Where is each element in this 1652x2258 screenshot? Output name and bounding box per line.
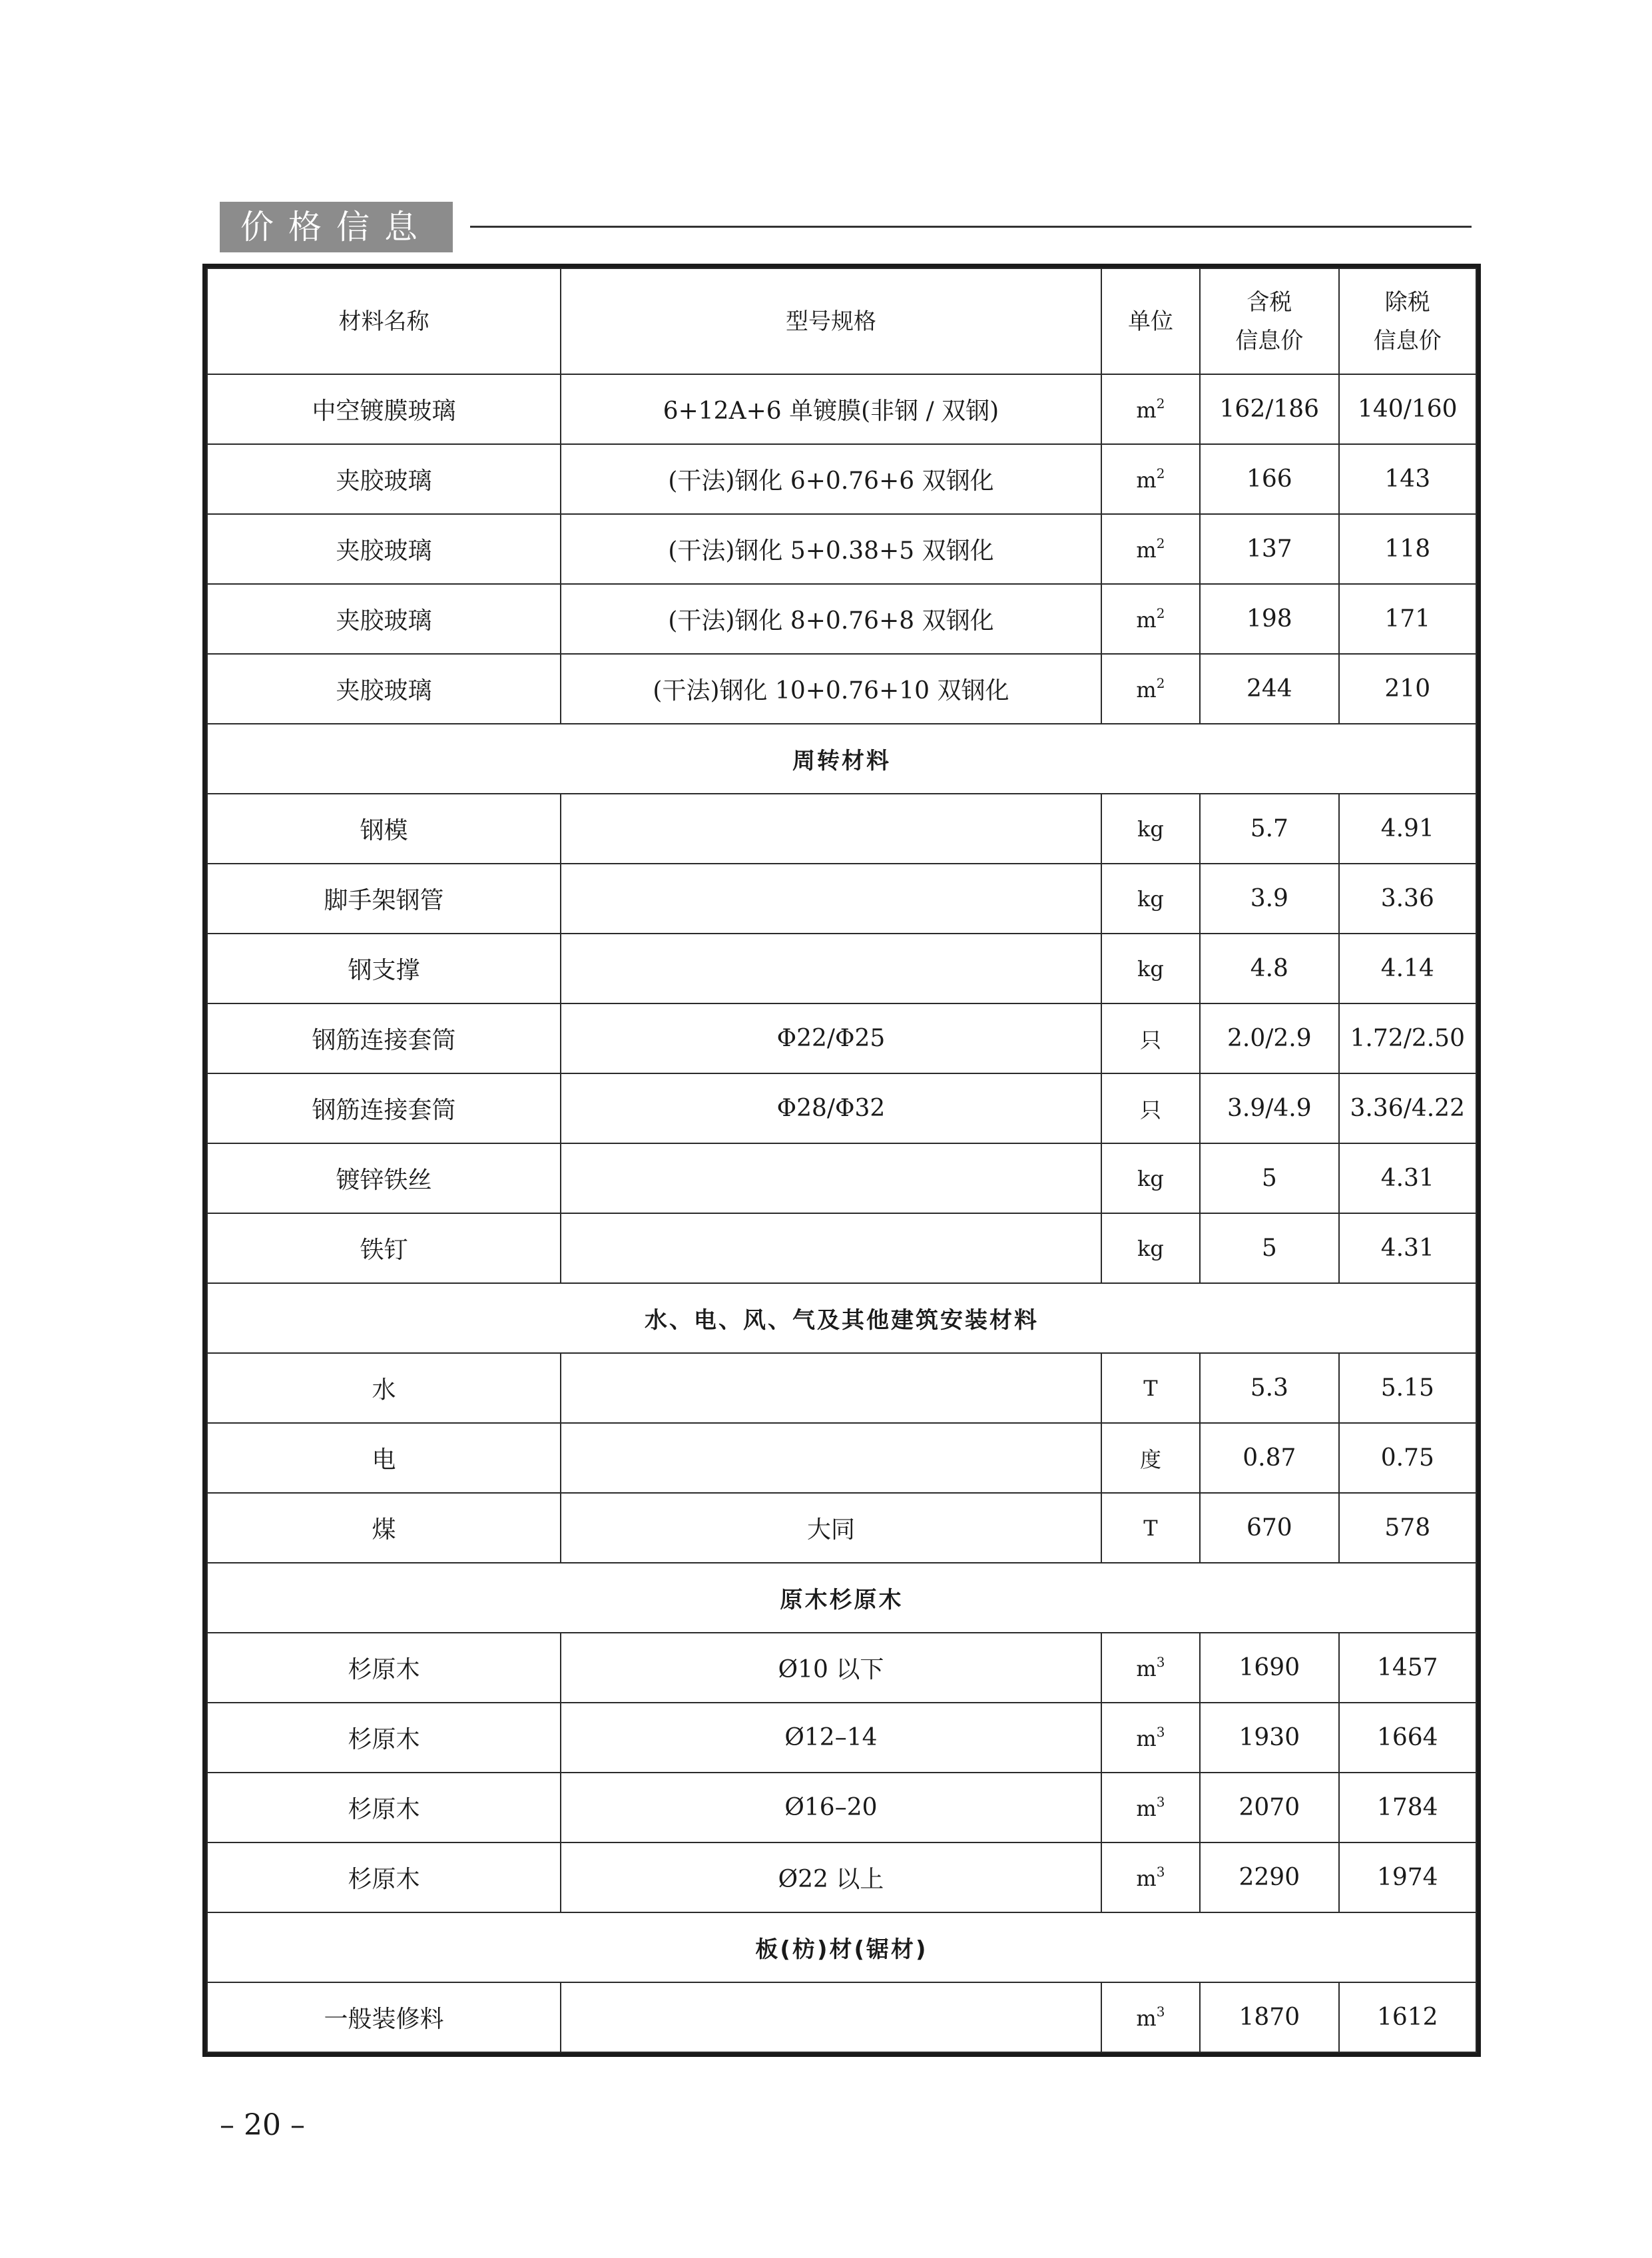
column-header-taxed-line1: 含税 <box>1246 288 1292 316</box>
cell-material-name: 夹胶玻璃 <box>207 584 561 654</box>
unit-text: m <box>1136 398 1157 423</box>
cell-spec: Ø22 以上 <box>561 1842 1101 1912</box>
cell-material-name: 杉原木 <box>207 1773 561 1842</box>
unit-text: T <box>1143 1375 1158 1401</box>
cell-material-name: 水 <box>207 1353 561 1423</box>
cell-material-name: 夹胶玻璃 <box>207 444 561 514</box>
cell-untaxed-price: 1.72/2.50 <box>1339 1003 1476 1073</box>
cell-material-name: 夹胶玻璃 <box>207 514 561 584</box>
column-header-untaxed-price <box>1339 268 1476 374</box>
cell-untaxed-price: 578 <box>1339 1493 1476 1563</box>
cell-untaxed-price: 1612 <box>1339 1982 1476 2052</box>
table-row <box>207 1143 1476 1213</box>
cell-untaxed-price: 4.31 <box>1339 1143 1476 1213</box>
cell-unit <box>1101 934 1200 1003</box>
table-header-row <box>207 268 1476 374</box>
unit-text: m <box>1136 1796 1157 1821</box>
section-title: 原木杉原木 <box>207 1563 1476 1633</box>
table-row <box>207 794 1476 864</box>
column-header-unit: 单位 <box>1101 268 1200 374</box>
cell-untaxed-price: 143 <box>1339 444 1476 514</box>
table-row <box>207 934 1476 1003</box>
cell-untaxed-price: 118 <box>1339 514 1476 584</box>
cell-spec <box>561 1213 1101 1283</box>
column-header-spec: 型号规格 <box>561 268 1101 374</box>
cell-untaxed-price: 210 <box>1339 654 1476 724</box>
cell-material-name: 镀锌铁丝 <box>207 1143 561 1213</box>
cell-spec: 大同 <box>561 1493 1101 1563</box>
section-title: 水、电、风、气及其他建筑安装材料 <box>207 1283 1476 1353</box>
table-row <box>207 444 1476 514</box>
unit-text: m <box>1136 1726 1157 1751</box>
cell-untaxed-price: 4.31 <box>1339 1213 1476 1283</box>
cell-spec <box>561 1353 1101 1423</box>
cell-spec: Ø16–20 <box>561 1773 1101 1842</box>
unit-superscript: 3 <box>1156 1794 1165 1810</box>
cell-material-name: 脚手架钢管 <box>207 864 561 934</box>
unit-superscript: 2 <box>1156 675 1165 691</box>
cell-taxed-price: 166 <box>1200 444 1338 514</box>
table-row <box>207 1493 1476 1563</box>
cell-spec <box>561 864 1101 934</box>
cell-taxed-price: 3.9 <box>1200 864 1338 934</box>
cell-material-name: 杉原木 <box>207 1842 561 1912</box>
cell-taxed-price: 2.0/2.9 <box>1200 1003 1338 1073</box>
cell-spec: Ø12–14 <box>561 1703 1101 1773</box>
section-row <box>207 1563 1476 1633</box>
cell-unit <box>1101 1073 1200 1143</box>
cell-unit <box>1101 584 1200 654</box>
unit-text: m <box>1136 607 1157 633</box>
cell-material-name: 钢模 <box>207 794 561 864</box>
section-row <box>207 1912 1476 1982</box>
section-title: 周转材料 <box>207 724 1476 794</box>
unit-text: 只 <box>1139 1097 1161 1123</box>
cell-taxed-price: 3.9/4.9 <box>1200 1073 1338 1143</box>
unit-superscript: 3 <box>1156 1864 1165 1880</box>
price-table-container <box>202 264 1481 2057</box>
unit-superscript: 2 <box>1156 535 1165 551</box>
cell-untaxed-price: 171 <box>1339 584 1476 654</box>
cell-unit <box>1101 1773 1200 1842</box>
cell-taxed-price: 5 <box>1200 1143 1338 1213</box>
unit-superscript: 3 <box>1156 1724 1165 1740</box>
table-row <box>207 374 1476 444</box>
unit-text: m <box>1136 537 1157 563</box>
page-number: – 20 – <box>220 2108 305 2142</box>
unit-superscript: 2 <box>1156 465 1165 481</box>
table-row <box>207 864 1476 934</box>
cell-material-name: 煤 <box>207 1493 561 1563</box>
cell-unit <box>1101 374 1200 444</box>
cell-taxed-price: 1870 <box>1200 1982 1338 2052</box>
cell-unit <box>1101 1633 1200 1703</box>
cell-spec: (干法)钢化 8+0.76+8 双钢化 <box>561 584 1101 654</box>
cell-unit <box>1101 794 1200 864</box>
cell-unit <box>1101 1143 1200 1213</box>
cell-spec: (干法)钢化 6+0.76+6 双钢化 <box>561 444 1101 514</box>
price-table <box>206 268 1477 2053</box>
unit-text: m <box>1136 1656 1157 1681</box>
cell-taxed-price: 4.8 <box>1200 934 1338 1003</box>
cell-taxed-price: 5.3 <box>1200 1353 1338 1423</box>
cell-material-name: 中空镀膜玻璃 <box>207 374 561 444</box>
cell-spec <box>561 794 1101 864</box>
unit-text: m <box>1136 467 1157 493</box>
unit-text: m <box>1136 1866 1157 1891</box>
cell-unit <box>1101 654 1200 724</box>
cell-spec <box>561 1143 1101 1213</box>
cell-taxed-price: 1930 <box>1200 1703 1338 1773</box>
cell-taxed-price: 670 <box>1200 1493 1338 1563</box>
unit-text: 只 <box>1139 1027 1161 1053</box>
cell-spec: Φ28/Φ32 <box>561 1073 1101 1143</box>
unit-text: T <box>1143 1515 1158 1541</box>
cell-taxed-price: 5 <box>1200 1213 1338 1283</box>
column-header-taxed-price <box>1200 268 1338 374</box>
cell-taxed-price: 5.7 <box>1200 794 1338 864</box>
unit-superscript: 2 <box>1156 396 1165 412</box>
cell-taxed-price: 2290 <box>1200 1842 1338 1912</box>
cell-taxed-price: 198 <box>1200 584 1338 654</box>
table-row <box>207 1633 1476 1703</box>
cell-unit <box>1101 444 1200 514</box>
cell-unit <box>1101 1423 1200 1493</box>
cell-spec <box>561 1982 1101 2052</box>
cell-unit <box>1101 514 1200 584</box>
section-row <box>207 724 1476 794</box>
table-row <box>207 1703 1476 1773</box>
cell-taxed-price: 0.87 <box>1200 1423 1338 1493</box>
cell-spec <box>561 1423 1101 1493</box>
cell-unit <box>1101 1703 1200 1773</box>
cell-unit <box>1101 1213 1200 1283</box>
table-row <box>207 1842 1476 1912</box>
cell-untaxed-price: 4.91 <box>1339 794 1476 864</box>
cell-material-name: 铁钉 <box>207 1213 561 1283</box>
cell-material-name: 一般装修料 <box>207 1982 561 2052</box>
cell-unit <box>1101 1982 1200 2052</box>
cell-untaxed-price: 1457 <box>1339 1633 1476 1703</box>
section-title: 板(枋)材(锯材) <box>207 1912 1476 1982</box>
cell-untaxed-price: 3.36/4.22 <box>1339 1073 1476 1143</box>
column-header-name: 材料名称 <box>207 268 561 374</box>
unit-text: m <box>1136 2006 1157 2031</box>
table-row <box>207 1982 1476 2052</box>
unit-text: kg <box>1137 1165 1164 1191</box>
cell-untaxed-price: 1974 <box>1339 1842 1476 1912</box>
table-row <box>207 1423 1476 1493</box>
section-row <box>207 1283 1476 1353</box>
cell-untaxed-price: 1784 <box>1339 1773 1476 1842</box>
cell-material-name: 杉原木 <box>207 1633 561 1703</box>
cell-spec: (干法)钢化 10+0.76+10 双钢化 <box>561 654 1101 724</box>
unit-text: m <box>1136 677 1157 703</box>
cell-material-name: 钢支撑 <box>207 934 561 1003</box>
column-header-untaxed-line1: 除税 <box>1384 288 1430 316</box>
cell-untaxed-price: 4.14 <box>1339 934 1476 1003</box>
unit-text: 度 <box>1139 1446 1161 1472</box>
cell-unit <box>1101 1493 1200 1563</box>
table-row <box>207 1773 1476 1842</box>
unit-superscript: 3 <box>1156 2004 1165 2020</box>
cell-untaxed-price: 3.36 <box>1339 864 1476 934</box>
cell-material-name: 电 <box>207 1423 561 1493</box>
cell-spec: Ø10 以下 <box>561 1633 1101 1703</box>
table-row <box>207 1213 1476 1283</box>
cell-material-name: 钢筋连接套筒 <box>207 1003 561 1073</box>
header-divider <box>470 226 1472 228</box>
cell-spec: Φ22/Φ25 <box>561 1003 1101 1073</box>
cell-untaxed-price: 0.75 <box>1339 1423 1476 1493</box>
cell-spec: 6+12A+6 单镀膜(非钢 / 双钢) <box>561 374 1101 444</box>
cell-taxed-price: 2070 <box>1200 1773 1338 1842</box>
unit-text: kg <box>1137 956 1164 982</box>
cell-material-name: 杉原木 <box>207 1703 561 1773</box>
cell-spec: (干法)钢化 5+0.38+5 双钢化 <box>561 514 1101 584</box>
cell-unit <box>1101 1842 1200 1912</box>
table-row <box>207 584 1476 654</box>
cell-taxed-price: 137 <box>1200 514 1338 584</box>
cell-unit <box>1101 1353 1200 1423</box>
unit-superscript: 2 <box>1156 605 1165 621</box>
table-row <box>207 514 1476 584</box>
cell-taxed-price: 244 <box>1200 654 1338 724</box>
table-row <box>207 1073 1476 1143</box>
unit-text: kg <box>1137 1235 1164 1261</box>
cell-taxed-price: 162/186 <box>1200 374 1338 444</box>
table-row <box>207 1003 1476 1073</box>
cell-material-name: 钢筋连接套筒 <box>207 1073 561 1143</box>
cell-taxed-price: 1690 <box>1200 1633 1338 1703</box>
cell-untaxed-price: 1664 <box>1339 1703 1476 1773</box>
table-row <box>207 1353 1476 1423</box>
cell-unit <box>1101 1003 1200 1073</box>
cell-untaxed-price: 5.15 <box>1339 1353 1476 1423</box>
column-header-taxed-line2: 信息价 <box>1235 327 1304 354</box>
cell-unit <box>1101 864 1200 934</box>
unit-superscript: 3 <box>1156 1654 1165 1670</box>
unit-text: kg <box>1137 886 1164 912</box>
section-header-title: 价格信息 <box>240 208 432 246</box>
table-row <box>207 654 1476 724</box>
cell-material-name: 夹胶玻璃 <box>207 654 561 724</box>
column-header-untaxed-line2: 信息价 <box>1373 327 1442 354</box>
table-body <box>207 374 1476 2052</box>
cell-untaxed-price: 140/160 <box>1339 374 1476 444</box>
cell-spec <box>561 934 1101 1003</box>
unit-text: kg <box>1137 816 1164 842</box>
